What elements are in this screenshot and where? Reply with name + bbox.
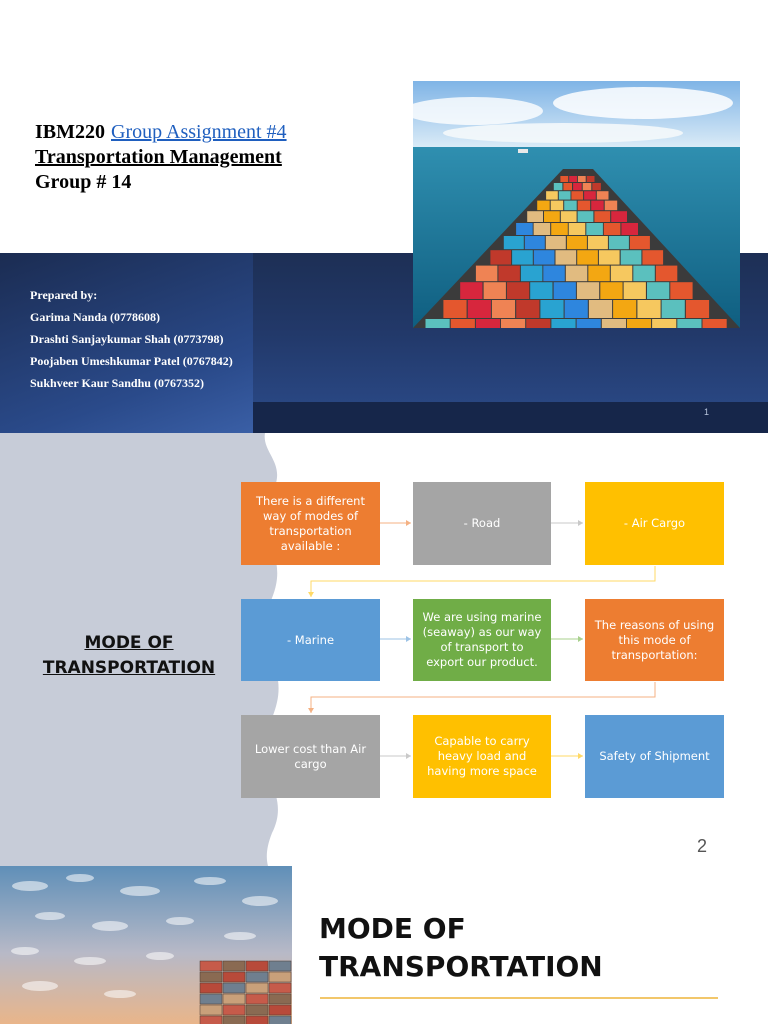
port-containers-image — [0, 866, 292, 1024]
flow-step-marine: - Marine — [241, 599, 380, 681]
slide-3-mode-title — [0, 866, 768, 1024]
slide-2-mode-flow — [0, 433, 768, 866]
author-name: Poojaben Umeshkumar Patel (0767842) — [30, 354, 233, 368]
flow-step-lower-cost: Lower cost than Air cargo — [241, 715, 380, 798]
flow-step-road: - Road — [413, 482, 551, 565]
slide-title: MODE OF TRANSPORTATION — [319, 912, 603, 983]
slide-number: 1 — [704, 407, 710, 417]
flow-step-heavy-load: Capable to carry heavy load and having more space — [413, 715, 551, 798]
authors-list — [30, 284, 233, 394]
flow-step-air-cargo: - Air Cargo — [585, 482, 724, 565]
flow-step-intro: There is a different way of modes of transportation available : — [241, 482, 380, 565]
author-name: Garima Nanda (0778608) — [30, 310, 160, 324]
slide-number: 2 — [697, 836, 708, 856]
subject-title: Transportation Management — [35, 146, 282, 168]
group-number: Group # 14 — [35, 171, 132, 193]
prepared-by-label: Prepared by: — [30, 288, 98, 302]
course-code: IBM220 — [35, 121, 105, 143]
author-name: Drashti Sanjaykumar Shah (0773798) — [30, 332, 224, 346]
assignment-link[interactable]: Group Assignment #4 — [111, 121, 287, 143]
container-ship-image — [413, 81, 740, 328]
flow-step-reasons: The reasons of using this mode of transportation: — [585, 599, 724, 681]
author-name: Sukhveer Kaur Sandhu (0767352) — [30, 376, 204, 390]
slide-title-block — [35, 120, 287, 195]
title-band-strip — [253, 402, 768, 433]
flow-step-safety: Safety of Shipment — [585, 715, 724, 798]
title-underline — [320, 997, 718, 999]
slide-1-title — [0, 0, 768, 433]
section-heading: MODE OF TRANSPORTATION — [42, 633, 216, 678]
flow-step-using-marine: We are using marine (seaway) as our way of transport to export our product. — [413, 599, 551, 681]
